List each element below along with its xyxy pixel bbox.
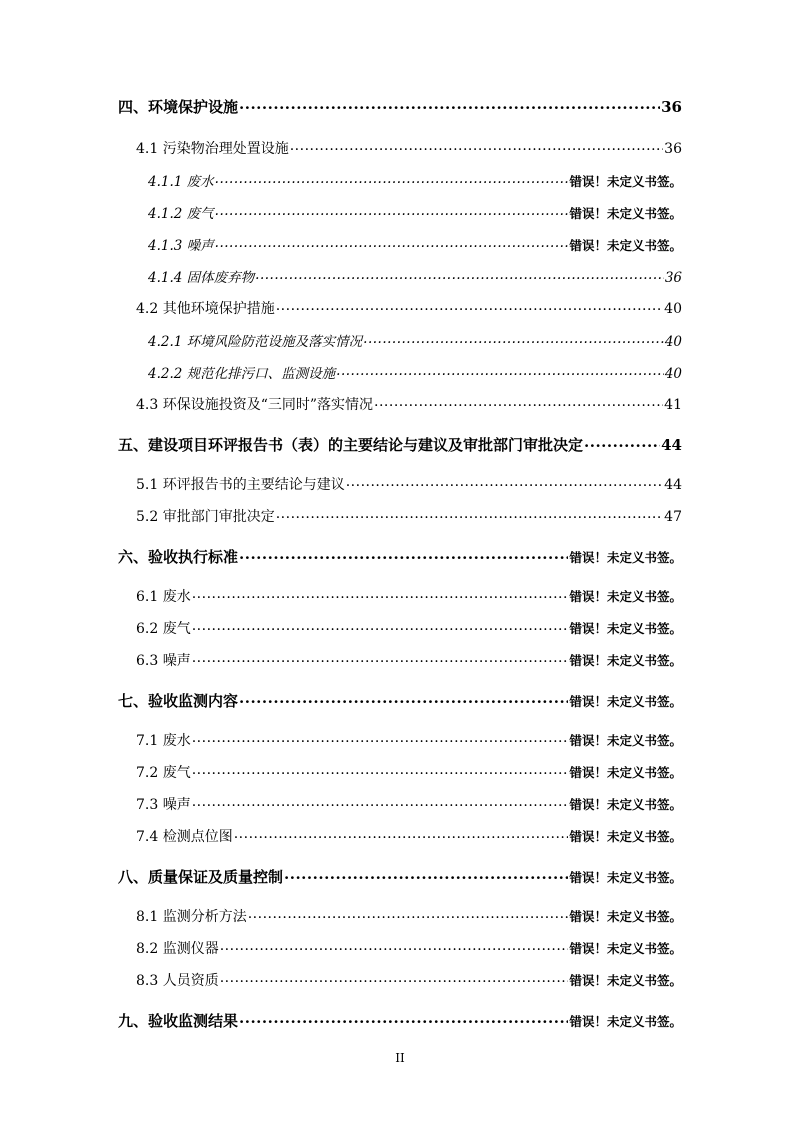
toc-entry-label: 4.1 污染物治理处置设施 bbox=[136, 141, 289, 157]
toc-entry-label: 4.1.3 噪声 bbox=[148, 238, 214, 254]
toc-entry-4-2[interactable] bbox=[136, 298, 682, 318]
toc-entry-label: 4.3 环保设施投资及“三同时”落实情况 bbox=[136, 397, 374, 413]
toc-entry-label: 8.2 监测仪器 bbox=[136, 941, 219, 957]
dot-leader bbox=[255, 267, 664, 283]
dot-leader bbox=[192, 650, 569, 666]
toc-entry-label: 八、质量保证及质量控制 bbox=[118, 868, 284, 886]
toc-entry-label: 六、验收执行标准 bbox=[118, 548, 239, 566]
toc-entry-page: 错误！未定义书签。 bbox=[569, 733, 682, 748]
dot-leader bbox=[239, 689, 568, 707]
toc-entry-page: 错误！未定义书签。 bbox=[569, 1014, 682, 1029]
toc-entry-label: 7.1 废水 bbox=[136, 733, 191, 749]
dot-leader bbox=[290, 138, 663, 154]
toc-entry-page: 36 bbox=[664, 270, 682, 286]
toc-entry-section-4[interactable] bbox=[118, 96, 682, 117]
toc-entry-page: 错误！未定义书签。 bbox=[569, 550, 682, 565]
toc-entry-label: 4.2.1 环境风险防范设施及落实情况 bbox=[148, 334, 363, 350]
toc-entry-page: 44 bbox=[661, 436, 682, 454]
toc-entry-label: 九、验收监测结果 bbox=[118, 1012, 239, 1030]
toc-entry-label: 6.2 废气 bbox=[136, 621, 191, 637]
toc-entry-page: 错误！未定义书签。 bbox=[569, 973, 682, 988]
toc-entry-label: 5.1 环评报告书的主要结论与建议 bbox=[136, 477, 345, 493]
dot-leader bbox=[234, 826, 569, 842]
toc-entry-section-6[interactable] bbox=[118, 546, 682, 567]
dot-leader bbox=[192, 618, 569, 634]
toc-entry-label: 8.1 监测分析方法 bbox=[136, 909, 247, 925]
toc-entry-label: 4.1.1 废水 bbox=[148, 174, 214, 190]
toc-entry-page: 错误！未定义书签。 bbox=[569, 621, 682, 636]
toc-entry-section-8[interactable] bbox=[118, 866, 682, 887]
toc-entry-page: 错误！未定义书签。 bbox=[569, 206, 682, 221]
toc-entry-4-1-4[interactable] bbox=[148, 266, 682, 286]
dot-leader bbox=[215, 235, 569, 251]
toc-entry-6-1[interactable] bbox=[136, 586, 682, 606]
toc-entry-page: 错误！未定义书签。 bbox=[569, 909, 682, 924]
dot-leader bbox=[248, 906, 569, 922]
toc-entry-7-4[interactable] bbox=[136, 826, 682, 846]
dot-leader bbox=[374, 394, 663, 410]
toc-entry-page: 错误！未定义书签。 bbox=[569, 238, 682, 253]
toc-entry-5-2[interactable] bbox=[136, 506, 682, 526]
toc-entry-4-2-1[interactable] bbox=[148, 330, 682, 350]
toc-entry-section-9[interactable] bbox=[118, 1010, 682, 1031]
toc-entry-label: 6.1 废水 bbox=[136, 589, 191, 605]
toc-entry-8-2[interactable] bbox=[136, 938, 682, 958]
toc-entry-4-2-2[interactable] bbox=[148, 362, 682, 382]
toc-entry-page: 40 bbox=[664, 301, 682, 317]
toc-entry-label: 8.3 人员资质 bbox=[136, 973, 219, 989]
dot-leader bbox=[336, 363, 664, 379]
toc-entry-page: 36 bbox=[661, 98, 682, 116]
toc-entry-4-1-2[interactable] bbox=[148, 202, 682, 222]
toc-entry-5-1[interactable] bbox=[136, 474, 682, 494]
toc-entry-page: 错误！未定义书签。 bbox=[569, 174, 682, 189]
dot-leader bbox=[276, 298, 663, 314]
toc-entry-label: 四、环境保护设施 bbox=[118, 98, 239, 116]
toc-entry-label: 7.2 废气 bbox=[136, 765, 191, 781]
toc-entry-page: 44 bbox=[664, 477, 682, 493]
dot-leader bbox=[584, 433, 660, 451]
toc-entry-page: 错误！未定义书签。 bbox=[569, 870, 682, 885]
toc-entry-page: 错误！未定义书签。 bbox=[569, 797, 682, 812]
dot-leader bbox=[192, 586, 569, 602]
toc-entry-label: 4.1.2 废气 bbox=[148, 206, 214, 222]
toc-entry-6-2[interactable] bbox=[136, 618, 682, 638]
dot-leader bbox=[220, 970, 569, 986]
toc-entry-page: 错误！未定义书签。 bbox=[569, 694, 682, 709]
toc-entry-label: 4.2 其他环境保护措施 bbox=[136, 301, 275, 317]
toc-entry-4-1-3[interactable] bbox=[148, 234, 682, 254]
dot-leader bbox=[215, 171, 569, 187]
dot-leader bbox=[276, 506, 663, 522]
toc-entry-section-5[interactable] bbox=[118, 434, 682, 455]
page-number: II bbox=[395, 1051, 405, 1065]
toc-entry-page: 错误！未定义书签。 bbox=[569, 829, 682, 844]
toc-entry-7-1[interactable] bbox=[136, 730, 682, 750]
toc-entry-page: 47 bbox=[664, 509, 682, 525]
toc-entry-8-1[interactable] bbox=[136, 906, 682, 926]
toc-entry-page: 40 bbox=[664, 366, 682, 382]
toc-entry-label: 七、验收监测内容 bbox=[118, 692, 239, 710]
toc-entry-4-1[interactable] bbox=[136, 138, 682, 158]
toc-entry-label: 7.3 噪声 bbox=[136, 797, 191, 813]
dot-leader bbox=[192, 762, 569, 778]
dot-leader bbox=[192, 730, 569, 746]
toc-entry-section-7[interactable] bbox=[118, 690, 682, 711]
dot-leader bbox=[346, 474, 663, 490]
dot-leader bbox=[192, 794, 569, 810]
toc-entry-page: 40 bbox=[664, 334, 682, 350]
toc-entry-label: 5.2 审批部门审批决定 bbox=[136, 509, 275, 525]
dot-leader bbox=[284, 865, 568, 883]
toc-entry-label: 6.3 噪声 bbox=[136, 653, 191, 669]
toc-entry-8-3[interactable] bbox=[136, 970, 682, 990]
toc-entry-page: 错误！未定义书签。 bbox=[569, 653, 682, 668]
toc-entry-page: 错误！未定义书签。 bbox=[569, 589, 682, 604]
toc-entry-page: 36 bbox=[664, 141, 682, 157]
toc-entry-page: 41 bbox=[664, 397, 682, 413]
dot-leader bbox=[220, 938, 569, 954]
dot-leader bbox=[239, 545, 568, 563]
toc-entry-7-2[interactable] bbox=[136, 762, 682, 782]
toc-entry-label: 4.1.4 固体废弃物 bbox=[148, 270, 255, 286]
toc-entry-6-3[interactable] bbox=[136, 650, 682, 670]
toc-entry-page: 错误！未定义书签。 bbox=[569, 941, 682, 956]
dot-leader bbox=[239, 95, 660, 113]
dot-leader bbox=[239, 1009, 568, 1027]
toc-entry-label: 4.2.2 规范化排污口、监测设施 bbox=[148, 366, 336, 382]
toc-entry-label: 7.4 检测点位图 bbox=[136, 829, 233, 845]
toc-entry-page: 错误！未定义书签。 bbox=[569, 765, 682, 780]
toc-entry-7-3[interactable] bbox=[136, 794, 682, 814]
toc-entry-4-3[interactable] bbox=[136, 394, 682, 414]
toc-entry-4-1-1[interactable] bbox=[148, 170, 682, 190]
toc-entry-label: 五、建设项目环评报告书（表）的主要结论与建议及审批部门审批决定 bbox=[118, 436, 584, 454]
dot-leader bbox=[363, 331, 664, 347]
dot-leader bbox=[215, 203, 569, 219]
